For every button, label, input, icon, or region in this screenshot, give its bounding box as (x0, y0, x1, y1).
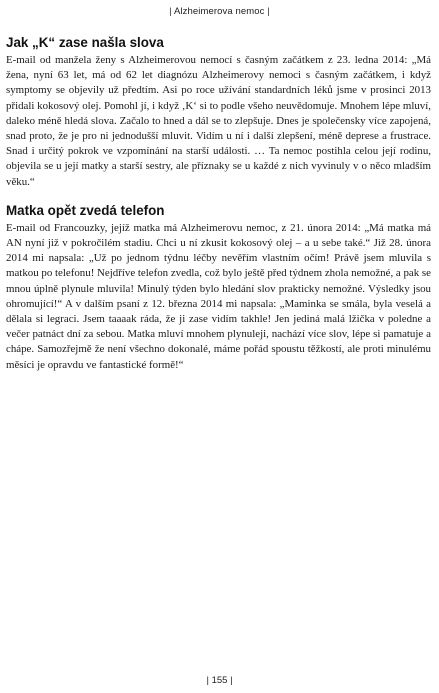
section-paragraph: E-mail od Francouzky, jejíž matka má Alzheimerovu nemoc, z 21. února 2014: „Má matka má AN nyní již v pokročilém stadiu. Chci u ní zkusit kokosový olej – a u sebe také.“ Již 28. února 2014 mi napsala: „Už po jednom týdnu léčby nevěřím vlastním očím! Právě jsem mluvila s matkou po telefonu! Nejdříve telefon zvedla, což bylo ještě před týdnem zhola nemožné, a pak se mnou úplně plynule mluvila! Minulý týden bylo hledání slov prakticky nemožné. Výsledky jsou ohromující!“ A v dalším psaní z 12. března 2014 mi napsala: „Maminka se smála, byla veselá a dělala si legraci. Jsem taaaak ráda, že ji zase vidím takhle! Jen jediná malá lžička v poledne a večer patnáct dní za sebou. Matka mluví mnohem plynuleji, nachází více slov, lépe si pamatuje a chápe. Samozřejmě že není všechno dokonalé, máme pořád spoustu těžkostí, ale proti minulému měsíci je opravdu ve fantastické formě!“ (6, 221, 431, 371)
section-heading: Matka opět zvedá telefon (6, 202, 165, 218)
header-separator-left: | (169, 6, 172, 17)
header-separator-right: | (267, 6, 270, 17)
footer-separator-left: | (206, 675, 209, 686)
page-number: 155 (211, 675, 228, 686)
section-k-found-words (6, 34, 431, 190)
page-footer (0, 675, 439, 686)
section-paragraph: E-mail od manžela ženy s Alzheimerovou nemocí s časným začátkem z 23. ledna 2014: „Má žena, nyní 63 let, má od 62 let diagnózu Alzheimerovy nemoci s časným začátkem, i když symptomy se objevily už předtím. Asi po roce užívání standardních léků jsme v prosinci 2013 přidali kokosový olej. Pomohl jí, i když ‚K‘ si to podle všeho neuvědomuje. Mnohem lépe mluví, daleko méně hledá slova. Začalo to hned a dál se to zlepšuje. Dnes je společensky více zapojená, snad proto, že je pro ni jednodušší mluvit. Vidím u ní i další zlepšení, méně deprese a frustrace. Snad i určitý pokrok ve vzpomínání na starší události. … Ta nemoc postihla celou její rodinu, objevila se u její matky a starší sestry, ale příznaky se u každé z nich vyvinuly v o něco mladším věku.“ (6, 54, 431, 188)
section-mother-phone (6, 202, 431, 373)
page-body (6, 34, 431, 385)
running-header (0, 6, 439, 17)
footer-separator-right: | (230, 675, 233, 686)
section-heading: Jak „K“ zase našla slova (6, 35, 164, 50)
running-title: Alzheimerova nemoc (173, 6, 265, 17)
